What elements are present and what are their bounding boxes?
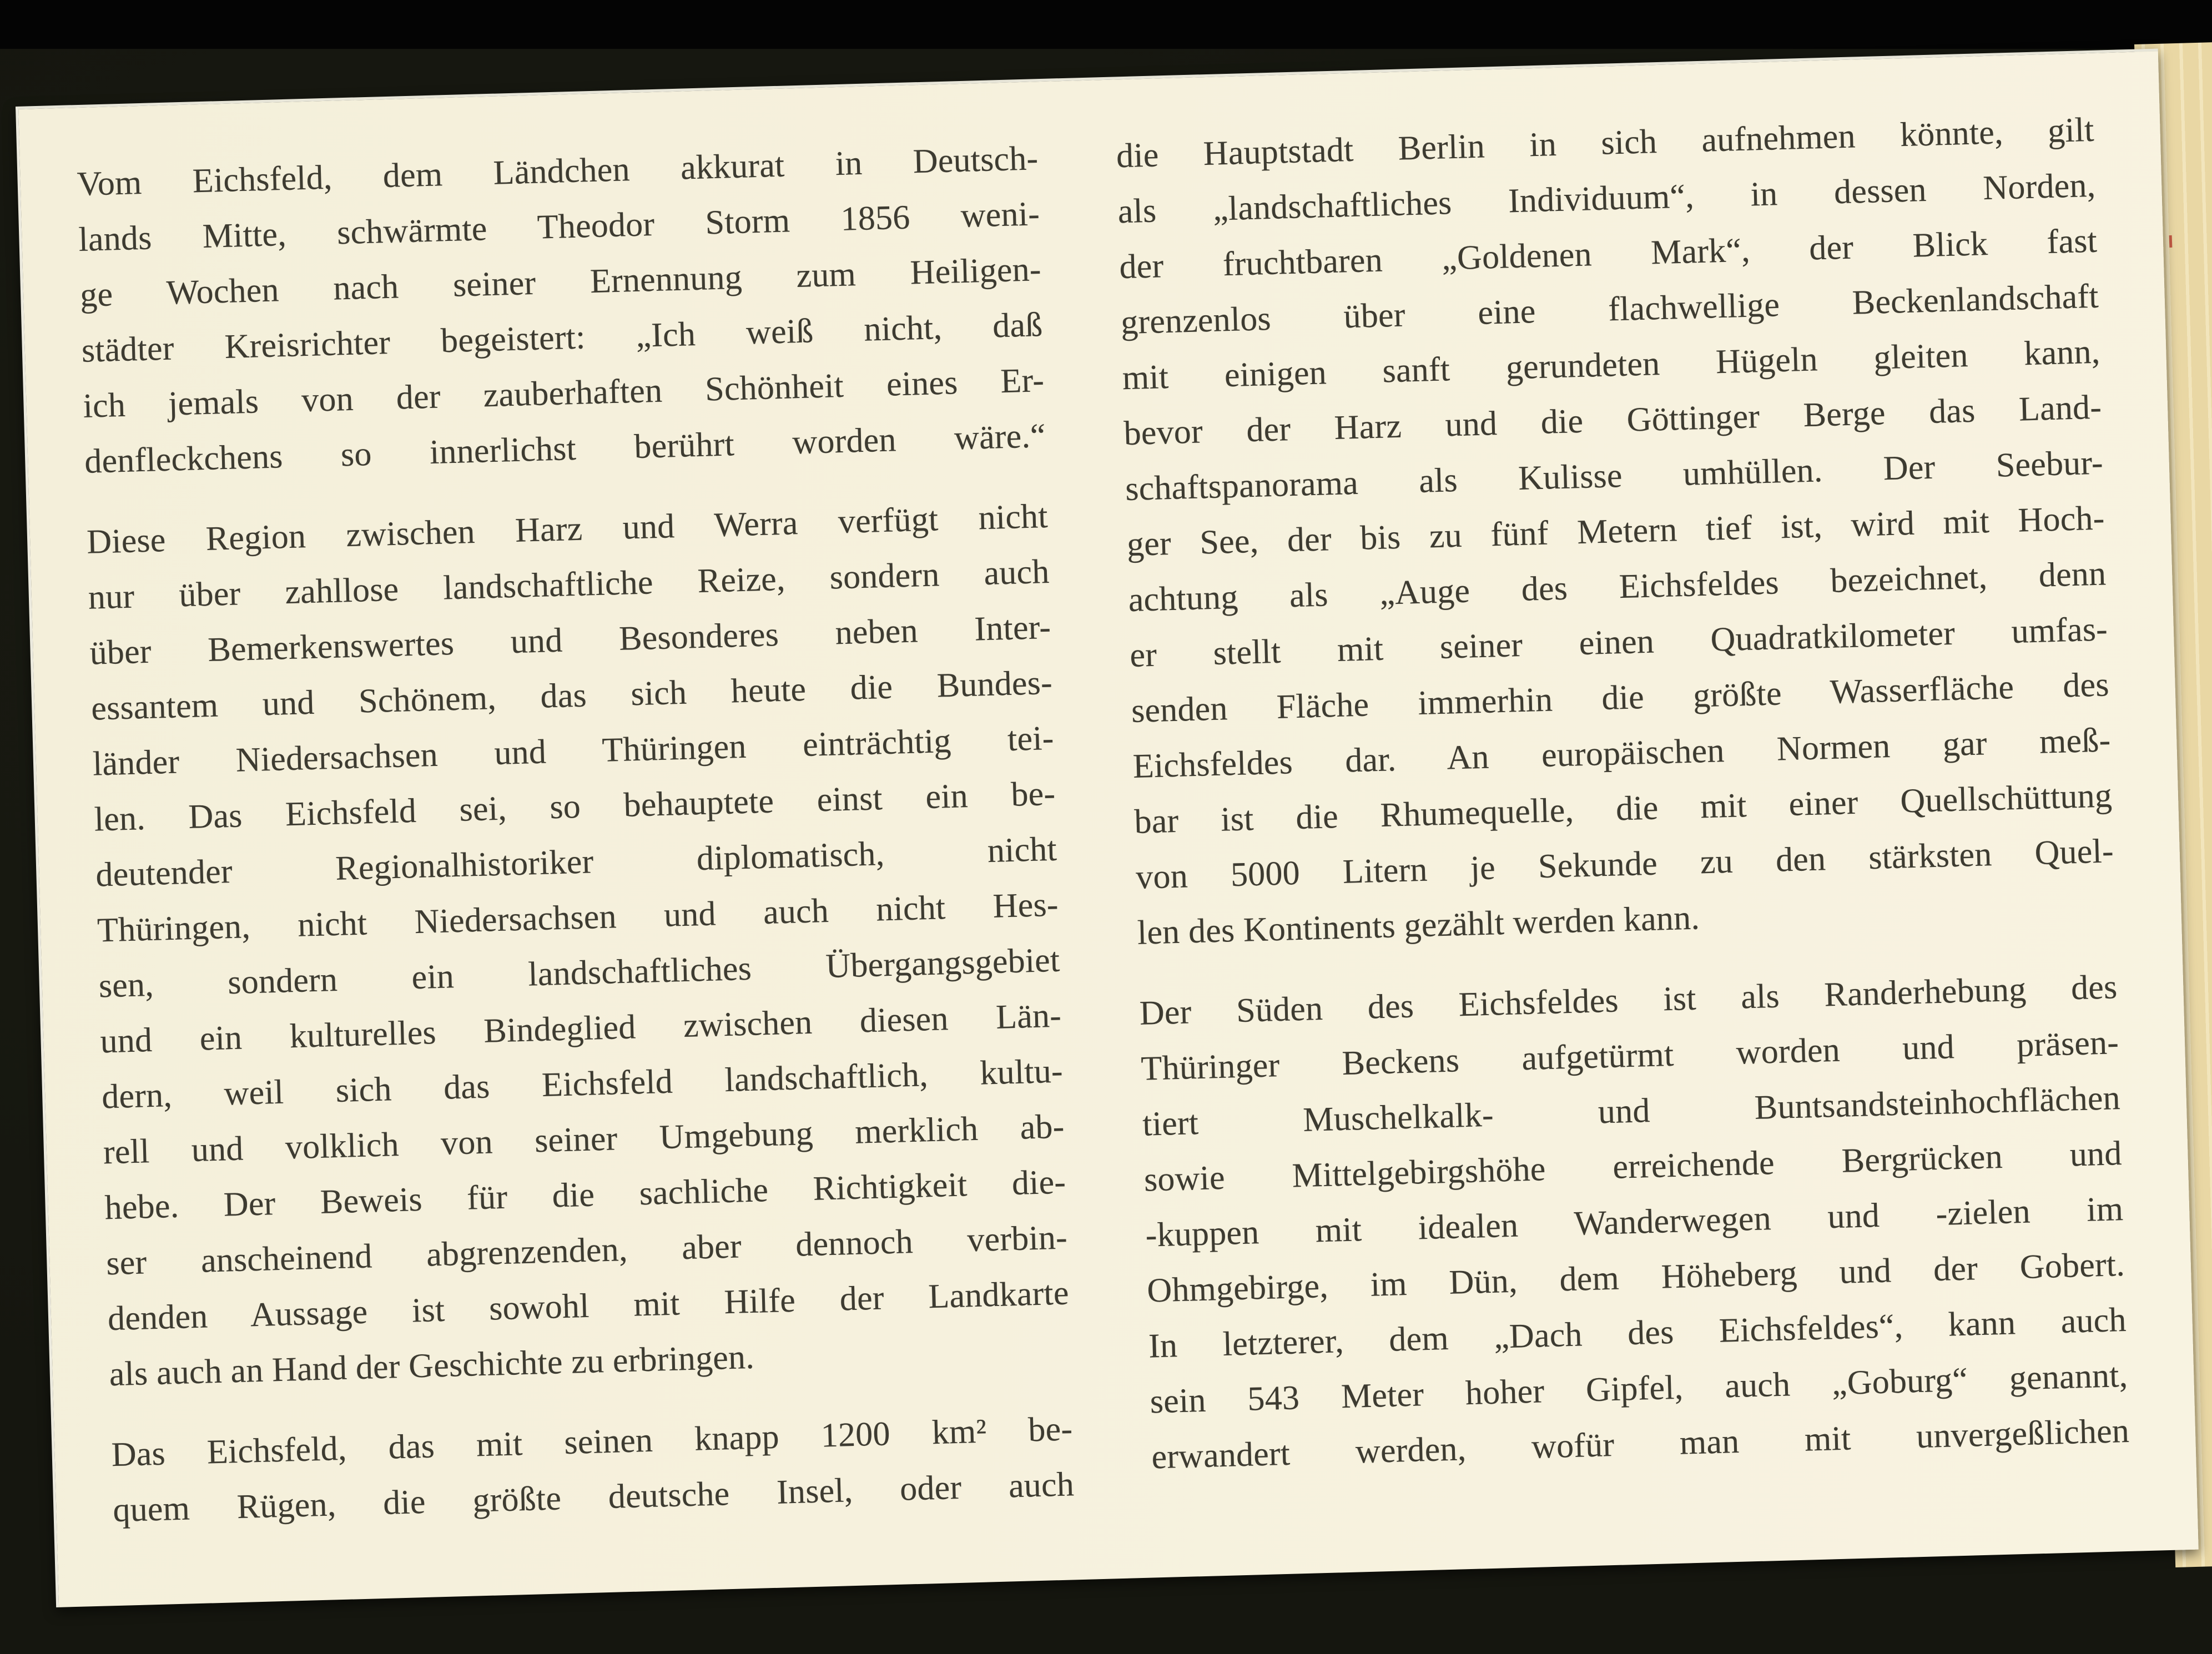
scanner-top-band bbox=[0, 0, 2212, 50]
text-line: Ohmgebirge, im Dün, dem Höheberg und der Gobert. bbox=[1146, 1245, 2125, 1310]
text-column-right bbox=[1116, 102, 2130, 1485]
text-line: -kuppen mit idealen Wanderwegen und -zielen im bbox=[1145, 1190, 2124, 1254]
text-line: len des Kontinents gezählt werden kann. bbox=[1137, 899, 1700, 952]
text-line: und ein kulturelles Bindeglied zwischen diesen Län- bbox=[99, 996, 1062, 1061]
text-line: In letzterer, dem „Dach des Eichsfeldes“, kann auch bbox=[1148, 1300, 2127, 1365]
red-mark-on-edge bbox=[2169, 235, 2173, 248]
text-line: essantem und Schönem, das sich heute die Bundes- bbox=[90, 663, 1053, 728]
text-line: schaftspanorama als Kulisse umhüllen. Der Seebur- bbox=[1125, 443, 2104, 508]
paragraph bbox=[86, 488, 1071, 1402]
text-line: ger See, der bis zu fünf Metern tief ist, wird mit Hoch- bbox=[1126, 499, 2105, 564]
text-line: Thüringen, nicht Niedersachsen und auch nicht Hes- bbox=[97, 885, 1059, 950]
text-line: achtung als „Auge des Eichsfeldes bezeichnet, denn bbox=[1127, 554, 2107, 619]
text-line: denden Aussage ist sowohl mit Hilfe der Landkarte bbox=[107, 1274, 1070, 1338]
text-line: len. Das Eichsfeld sei, so behauptete einst ein be- bbox=[93, 774, 1056, 839]
text-line: Eichsfeldes dar. An europäischen Normen gar meß- bbox=[1132, 721, 2112, 785]
text-line: hebe. Der Beweis für die sachliche Richtigkeit die- bbox=[104, 1163, 1067, 1227]
paragraph bbox=[110, 1401, 1075, 1538]
scanned-page bbox=[16, 49, 2199, 1607]
text-line: als „landschaftliches Individuum“, in dessen Norden, bbox=[1117, 166, 2097, 231]
text-line: er stellt mit seiner einen Quadratkilometer umfas- bbox=[1129, 610, 2108, 675]
text-line: rell und volklich von seiner Umgebung merklich ab- bbox=[103, 1107, 1065, 1172]
text-line: sen, sondern ein landschaftliches Übergangsgebiet bbox=[98, 941, 1061, 1005]
text-line: bevor der Harz und die Göttinger Berge das Land- bbox=[1123, 388, 2102, 453]
text-line: sein 543 Meter hoher Gipfel, auch „Goburg“ genannt, bbox=[1149, 1356, 2129, 1421]
text-line: Diese Region zwischen Harz und Werra verfügt nicht bbox=[86, 497, 1049, 561]
text-line: erwandert werden, wofür man mit unvergeßlichen bbox=[1151, 1411, 2130, 1476]
text-line: dern, weil sich das Eichsfeld landschaftlich, kultu- bbox=[101, 1052, 1064, 1116]
text-line: denfleckchens so innerlichst berührt worden wäre.“ bbox=[84, 417, 1046, 481]
text-line: als auch an Hand der Geschichte zu erbringen. bbox=[108, 1338, 755, 1394]
text-line: länder Niedersachsen und Thüringen einträchtig tei- bbox=[92, 719, 1055, 783]
text-line: grenzenlos über eine flachwellige Beckenlandschaft bbox=[1120, 277, 2099, 342]
text-line: ser anscheinend abgrenzenden, aber dennoch verbin- bbox=[105, 1218, 1068, 1283]
text-line: die Hauptstadt Berlin in sich aufnehmen könnte, gilt bbox=[1116, 110, 2095, 175]
text-line: der fruchtbaren „Goldenen Mark“, der Blick fast bbox=[1118, 221, 2098, 286]
text-line: von 5000 Litern je Sekunde zu den stärksten Quel- bbox=[1135, 832, 2114, 896]
text-line: Das Eichsfeld, das mit seinen knapp 1200 km² be- bbox=[110, 1410, 1074, 1474]
paragraph bbox=[1139, 959, 2130, 1485]
paragraph bbox=[1116, 102, 2116, 961]
text-line: über Bemerkenswertes und Besonderes neben Inter- bbox=[89, 608, 1051, 672]
text-line: Der Süden des Eichsfeldes ist als Randerhebung des bbox=[1139, 968, 2118, 1032]
text-line: tiert Muschelkalk- und Buntsandsteinhochflächen bbox=[1142, 1079, 2121, 1143]
text-line: quem Rügen, die größte deutsche Insel, oder auch bbox=[112, 1465, 1075, 1530]
text-column-left bbox=[76, 130, 1075, 1538]
text-line: bar ist die Rhumequelle, die mit einer Quellschüttung bbox=[1133, 776, 2113, 841]
paragraph bbox=[76, 130, 1046, 490]
text-line: städter Kreisrichter begeistert: „Ich weiß nicht, daß bbox=[81, 306, 1044, 370]
text-line: mit einigen sanft gerundeten Hügeln gleiten kann, bbox=[1122, 332, 2101, 397]
text-line: sowie Mittelgebirgshöhe erreichende Bergrücken und bbox=[1143, 1134, 2123, 1199]
text-line: Thüringer Beckens aufgetürmt worden und präsen- bbox=[1140, 1023, 2119, 1088]
text-line: senden Fläche immerhin die größte Wasserfläche des bbox=[1131, 665, 2110, 730]
text-line: lands Mitte, schwärmte Theodor Storm 1856 weni- bbox=[78, 195, 1040, 259]
text-line: ich jemals von der zauberhaften Schönheit eines Er- bbox=[82, 361, 1045, 425]
text-line: nur über zahllose landschaftliche Reize, sondern auch bbox=[88, 552, 1050, 617]
text-line: deutender Regionalhistoriker diplomatisch, nicht bbox=[95, 830, 1057, 894]
text-line: ge Wochen nach seiner Ernennung zum Heiligen- bbox=[79, 250, 1042, 314]
text-line: Vom Eichsfeld, dem Ländchen akkurat in Deutsch- bbox=[76, 139, 1039, 204]
